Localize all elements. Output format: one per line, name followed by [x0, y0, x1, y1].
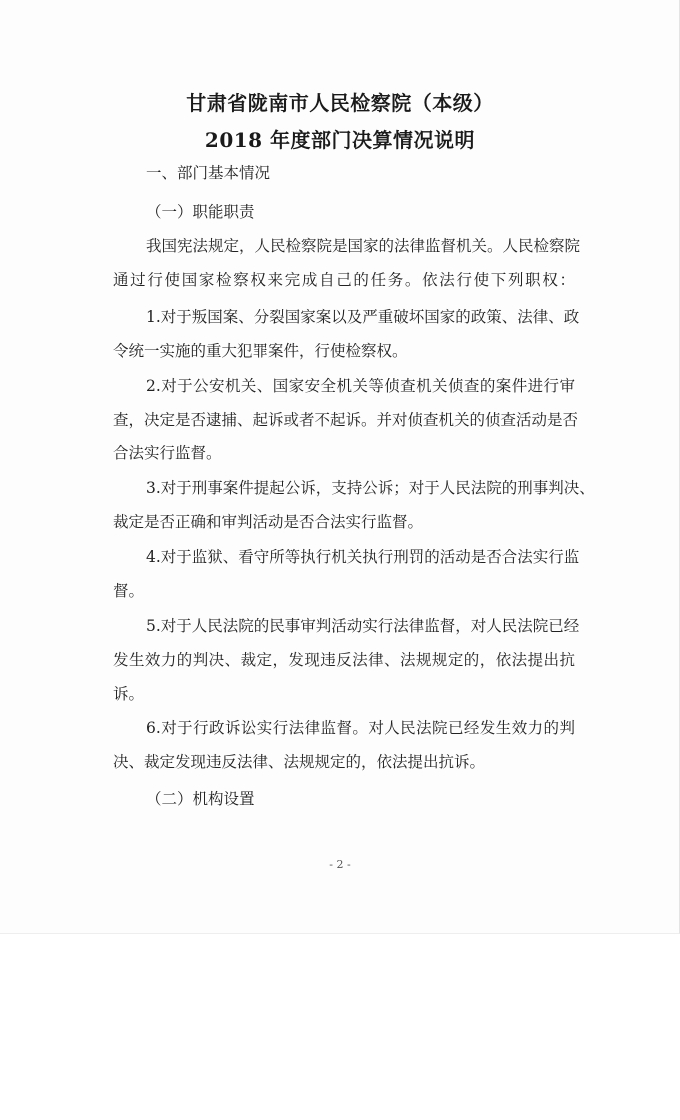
duty-5-line-1: 5.对于人民法院的民事审判活动实行法律监督，对人民法院已经: [146, 617, 580, 635]
section-1-heading: 一、部门基本情况: [146, 164, 271, 182]
document-title-line-2: 2018 年度部门决算情况说明: [204, 128, 476, 152]
duty-3-line-2: 裁定是否正确和审判活动是否合法实行监督。: [113, 513, 424, 531]
subsection-2-heading: （二）机构设置: [146, 790, 255, 808]
subsection-1-heading: （一）职能职责: [146, 203, 255, 221]
duty-6-line-1: 6.对于行政诉讼实行法律监督。对人民法院已经发生效力的判: [146, 719, 575, 737]
duty-5-line-2: 发生效力的判决、裁定，发现违反法律、法规规定的，依法提出抗: [113, 651, 575, 669]
duty-1-line-2: 令统一实施的重大犯罪案件，行使检察权。: [113, 342, 408, 360]
document-title-line-1: 甘肃省陇南市人民检察院（本级）: [186, 91, 494, 115]
page-number: - 2 -: [329, 858, 351, 871]
duty-4-line-2: 督。: [113, 582, 145, 600]
intro-line-2: 通过行使国家检察权来完成自己的任务。依法行使下列职权：: [113, 271, 575, 289]
duty-6-line-2: 决、裁定发现违反法律、法规规定的，依法提出抗诉。: [113, 753, 486, 771]
duty-1-line-1: 1.对于叛国案、分裂国家案以及严重破坏国家的政策、法律、政: [146, 308, 580, 326]
duty-2-line-1: 2.对于公安机关、国家安全机关等侦查机关侦查的案件进行审: [146, 377, 575, 395]
duty-3-line-1: 3.对于刑事案件提起公诉，支持公诉；对于人民法院的刑事判决、: [146, 479, 595, 497]
intro-line-1: 我国宪法规定，人民检察院是国家的法律监督机关。人民检察院: [146, 237, 581, 255]
duty-2-line-3: 合法实行监督。: [113, 444, 222, 462]
duty-4-line-1: 4.对于监狱、看守所等执行机关执行刑罚的活动是否合法实行监: [146, 548, 580, 566]
duty-5-line-3: 诉。: [113, 685, 145, 703]
duty-2-line-2: 查，决定是否逮捕、起诉或者不起诉。并对侦查机关的侦查活动是否: [113, 411, 579, 429]
